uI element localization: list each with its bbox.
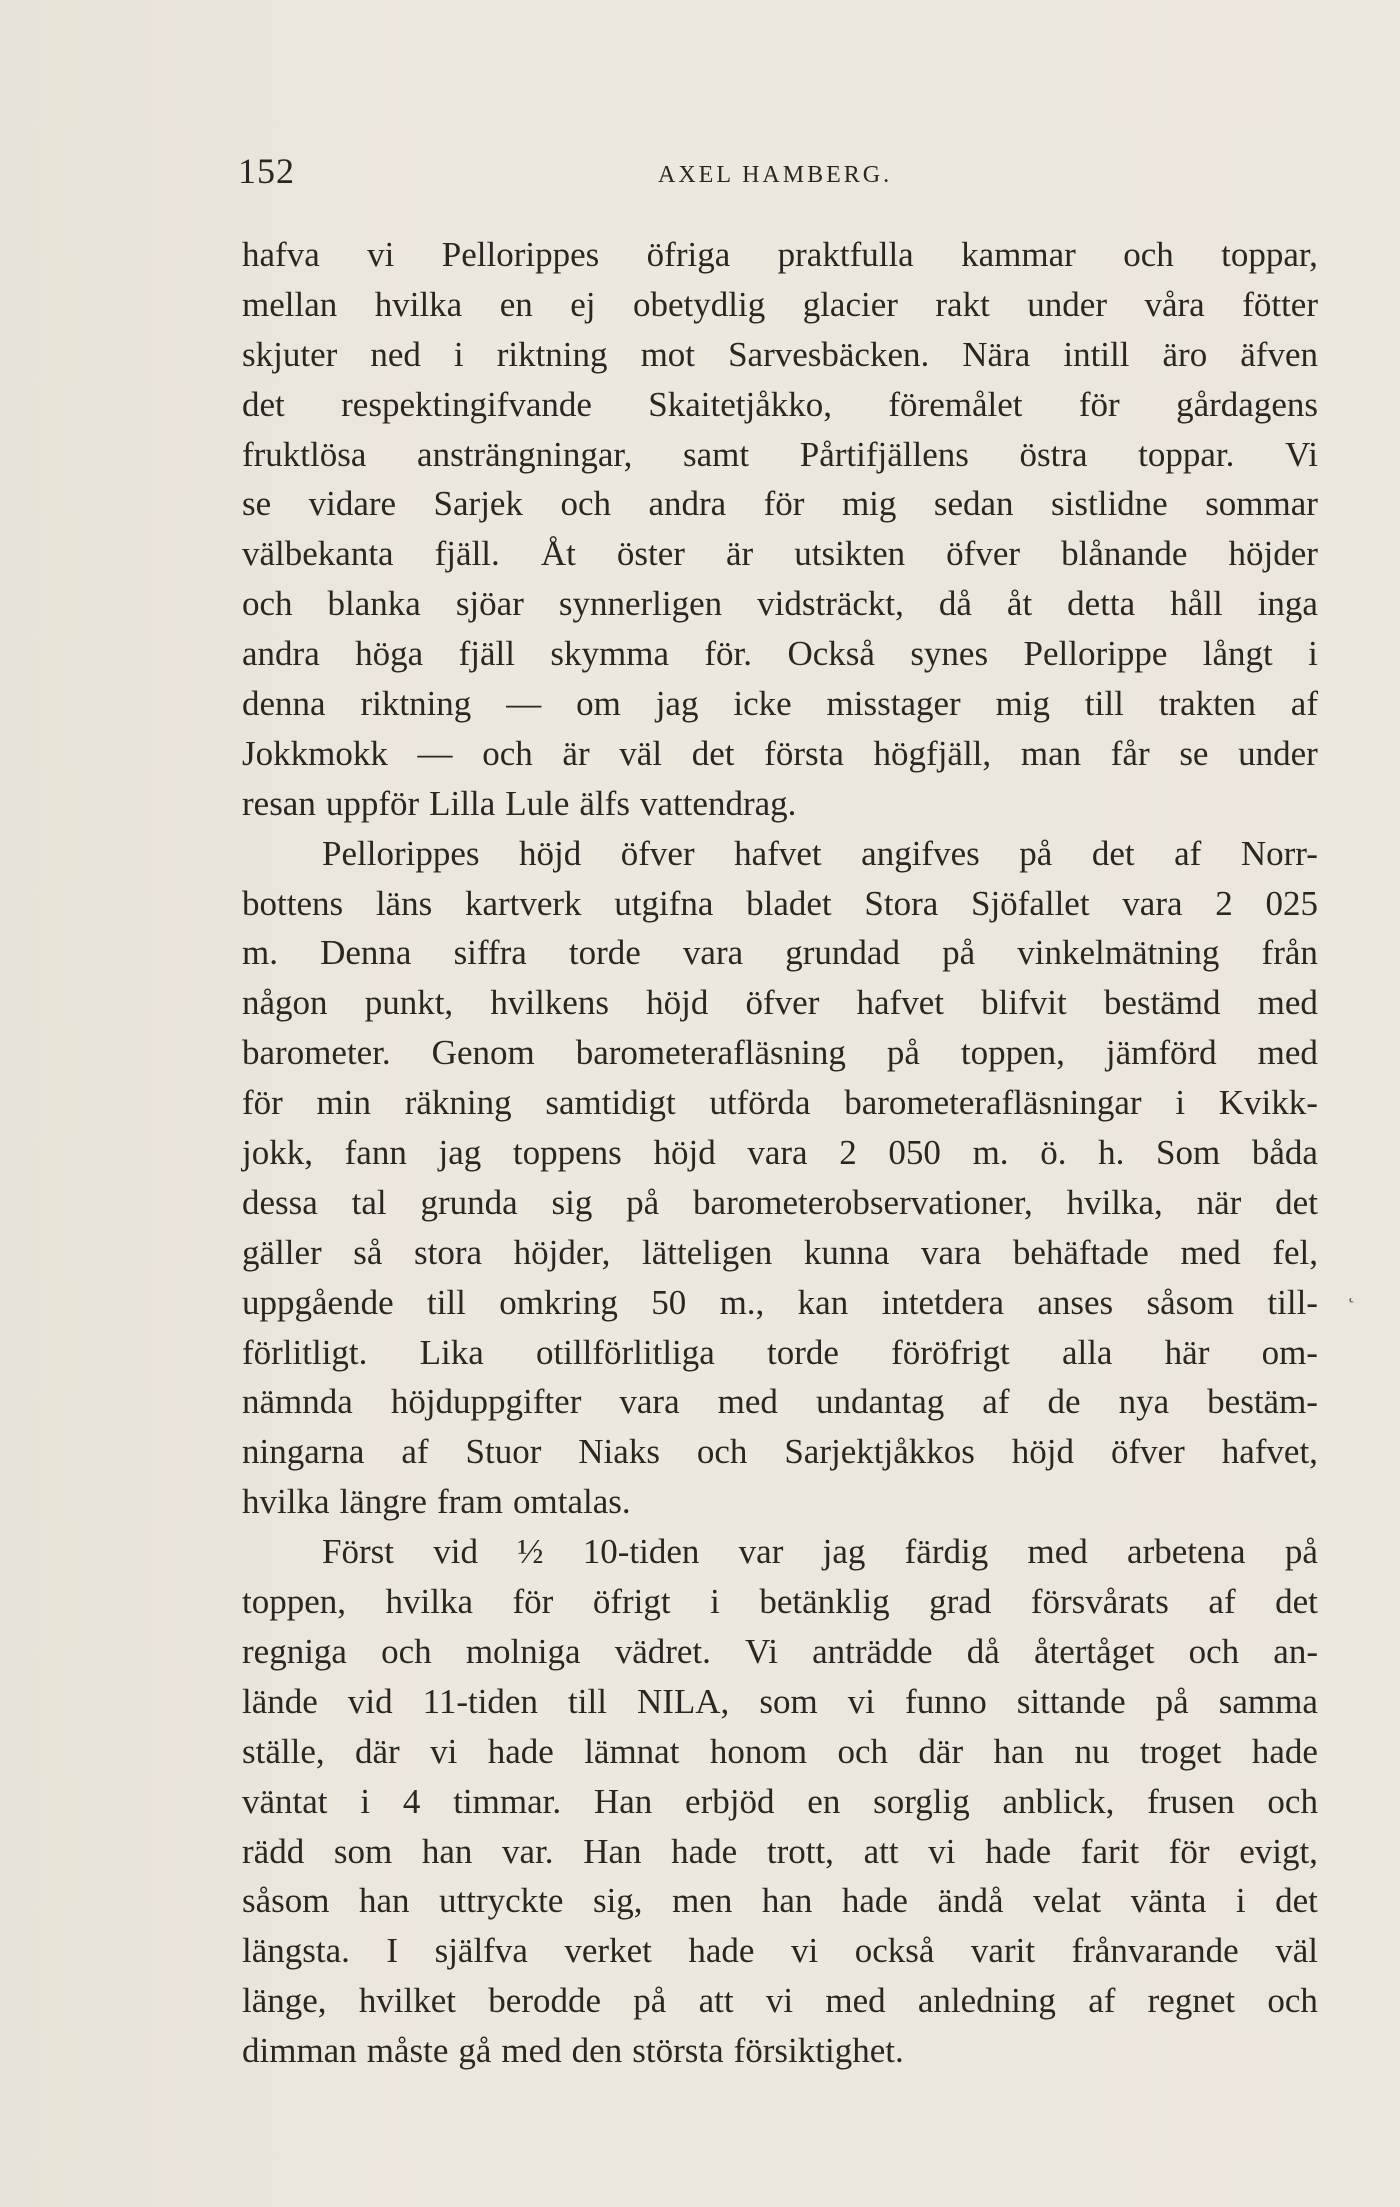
text-line: jokk, fann jag toppens höjd vara 2 050 m. ö. h. Som båda (242, 1133, 1318, 1173)
text-line: förlitligt. Lika otillförlitliga torde föröfrigt alla här om- (242, 1332, 1318, 1372)
text-line: uppgående till omkring 50 m., kan intetdera anses såsom till- (242, 1282, 1318, 1322)
body-text (242, 230, 1318, 2076)
margin-mark: ˛ (1348, 1278, 1356, 1303)
text-line: bottens läns kartverk utgifna bladet Stora Sjöfallet vara 2 025 (242, 883, 1318, 923)
text-line: och blanka sjöar synnerligen vidsträckt, då åt detta håll inga (242, 584, 1318, 624)
text-line: denna riktning — om jag icke misstager mig till trakten af (242, 684, 1318, 724)
text-line: andra höga fjäll skymma för. Också synes Pellorippe långt i (242, 634, 1318, 674)
text-line: se vidare Sarjek och andra för mig sedan sistlidne sommar (242, 484, 1318, 524)
text-line: för min räkning samtidigt utförda barometerafläsningar i Kvikk- (242, 1083, 1318, 1123)
text-line: m. Denna siffra torde vara grundad på vinkelmätning från (242, 933, 1318, 973)
text-line: resan uppför Lilla Lule älfs vattendrag. (242, 783, 797, 823)
text-line: nämnda höjduppgifter vara med undantag af de nya bestäm- (242, 1382, 1318, 1422)
text-line: fruktlösa ansträngningar, samt Pårtifjällens östra toppar. Vi (242, 434, 1318, 474)
text-line: toppen, hvilka för öfrigt i betänklig grad försvårats af det (242, 1582, 1318, 1622)
text-line: skjuter ned i riktning mot Sarvesbäcken. Nära intill äro äfven (242, 334, 1318, 374)
page-number: 152 (238, 151, 295, 191)
text-line: hafva vi Pellorippes öfriga praktfulla kammar och toppar, (242, 235, 1318, 274)
text-line: hvilka längre fram omtalas. (242, 1482, 631, 1522)
text-line: ningarna af Stuor Niaks och Sarjektjåkkos höjd öfver hafvet, (242, 1432, 1318, 1472)
text-line: såsom han uttryckte sig, men han hade ändå velat vänta i det (242, 1881, 1318, 1921)
text-line: mellan hvilka en ej obetydlig glacier rakt under våra fötter (242, 284, 1318, 324)
text-line: dessa tal grunda sig på barometerobservationer, hvilka, när det (242, 1182, 1318, 1222)
text-line: Jokkmokk — och är väl det första högfjäll, man får se under (242, 733, 1318, 773)
text-line: lände vid 11-tiden till NILA, som vi funno sittande på samma (242, 1681, 1318, 1721)
text-line: Först vid ½ 10-tiden var jag färdig med arbetena på (322, 1532, 1318, 1572)
text-line: det respektingifvande Skaitetjåkko, föremålet för gårdagens (242, 384, 1318, 424)
text-line: länge, hvilket berodde på att vi med anledning af regnet och (242, 1981, 1318, 2021)
text-line: gäller så stora höjder, lätteligen kunna vara behäftade med fel, (242, 1232, 1318, 1272)
text-line: välbekanta fjäll. Åt öster är utsikten öfver blånande höjder (242, 534, 1318, 574)
text-line: längsta. I själfva verket hade vi också varit frånvarande väl (242, 1931, 1318, 1971)
text-line: barometer. Genom barometerafläsning på toppen, jämförd med (242, 1033, 1318, 1073)
running-head: AXEL HAMBERG. (658, 162, 893, 188)
text-line: regniga och molniga vädret. Vi anträdde då återtåget och an- (242, 1631, 1318, 1671)
text-line: dimman måste gå med den största försiktighet. (242, 2031, 904, 2071)
page-header (238, 150, 1318, 200)
text-line: Pellorippes höjd öfver hafvet angifves på det af Norr- (322, 833, 1318, 873)
text-line: väntat i 4 timmar. Han erbjöd en sorglig anblick, frusen och (242, 1781, 1318, 1821)
text-line: ställe, där vi hade lämnat honom och där han nu troget hade (242, 1731, 1318, 1771)
text-line: någon punkt, hvilkens höjd öfver hafvet blifvit bestämd med (242, 983, 1318, 1023)
text-line: rädd som han var. Han hade trott, att vi hade farit för evigt, (242, 1831, 1318, 1871)
